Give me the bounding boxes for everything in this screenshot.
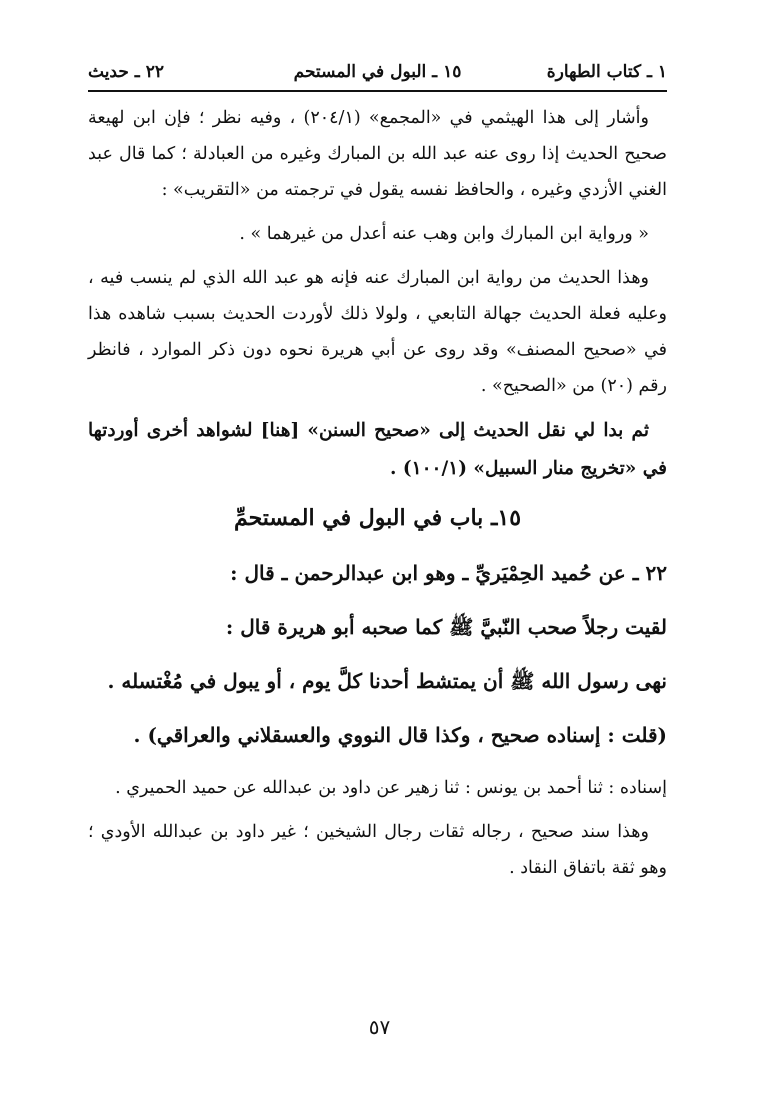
isnad-commentary: وهذا سند صحيح ، رجاله ثقات رجال الشيخين ؛ غير داود بن عبدالله الأودي ؛ وهو ثقة باتفاق النقاد . (88, 822, 667, 878)
running-header (88, 54, 667, 92)
footnote-paragraph-2: وهذا الحديث من رواية ابن المبارك عنه فإنه هو عبد الله الذي لم ينسب فيه ، وعليه فعلة الحديث جهالة التابعي ، ولولا ذلك لأوردت الحديث بسبب شاهده هذا في «صحيح المصنف» وقد روى عن أبي هريرة نحوه دون ذكر الموارد ، فانظر رقم (٢٠) من «الصحيح» . (88, 268, 667, 396)
hadith-line-1: ٢٢ ـ عن حُميد الحِمْيَريِّ ـ وهو ابن عبدالرحمن ـ قال : (230, 561, 667, 585)
isnad-paragraph: إسناده : ثنا أحمد بن يونس : ثنا زهير عن داود بن عبدالله عن حميد الحميري . (115, 778, 667, 798)
chapter-title: ١٥ـ باب في البول في المستحمِّ (233, 505, 522, 531)
header-chapter-title: ١٥ ـ البول في المستحم (293, 62, 462, 82)
header-hadith-number: ٢٢ ـ حديث (88, 62, 164, 82)
footnote-paragraph-1: وأشار إلى هذا الهيثمي في «المجمع» (٢٠٤/١) ، وفيه نظر ؛ فإن ابن لهيعة صحيح الحديث إذا روى عنه عبد الله بن المبارك وغيره من العبادلة ؛ كما قال عبد الغني الأزدي وغيره ، والحافظ نفسه يقول في ترجمته من «التقريب» : (88, 108, 667, 200)
hadith-grading: (قلت : إسناده صحيح ، وكذا قال النووي والعسقلاني والعراقي) . (133, 723, 667, 747)
header-book-title: ١ ـ كتاب الطهارة (546, 62, 667, 82)
page-number: ٥٧ (368, 1015, 391, 1039)
hadith-line-3: نهى رسول الله ﷺ أن يمتشط أحدنا كلَّ يوم ، أو يبول في مُغْتسله . (107, 669, 667, 693)
footnote-quote: « ورواية ابن المبارك وابن وهب عنه أعدل من غيرهما » . (239, 224, 649, 244)
footnote-paragraph-3: ثم بدا لي نقل الحديث إلى «صحيح السنن» [هنا] لشواهد أخرى أوردتها في «تخريج منار السبيل» (١٠٠/١) . (88, 420, 667, 479)
page-content (88, 100, 667, 894)
hadith-line-2: لقيت رجلاً صحب النّبيَّ ﷺ كما صحبه أبو هريرة قال : (225, 615, 667, 639)
